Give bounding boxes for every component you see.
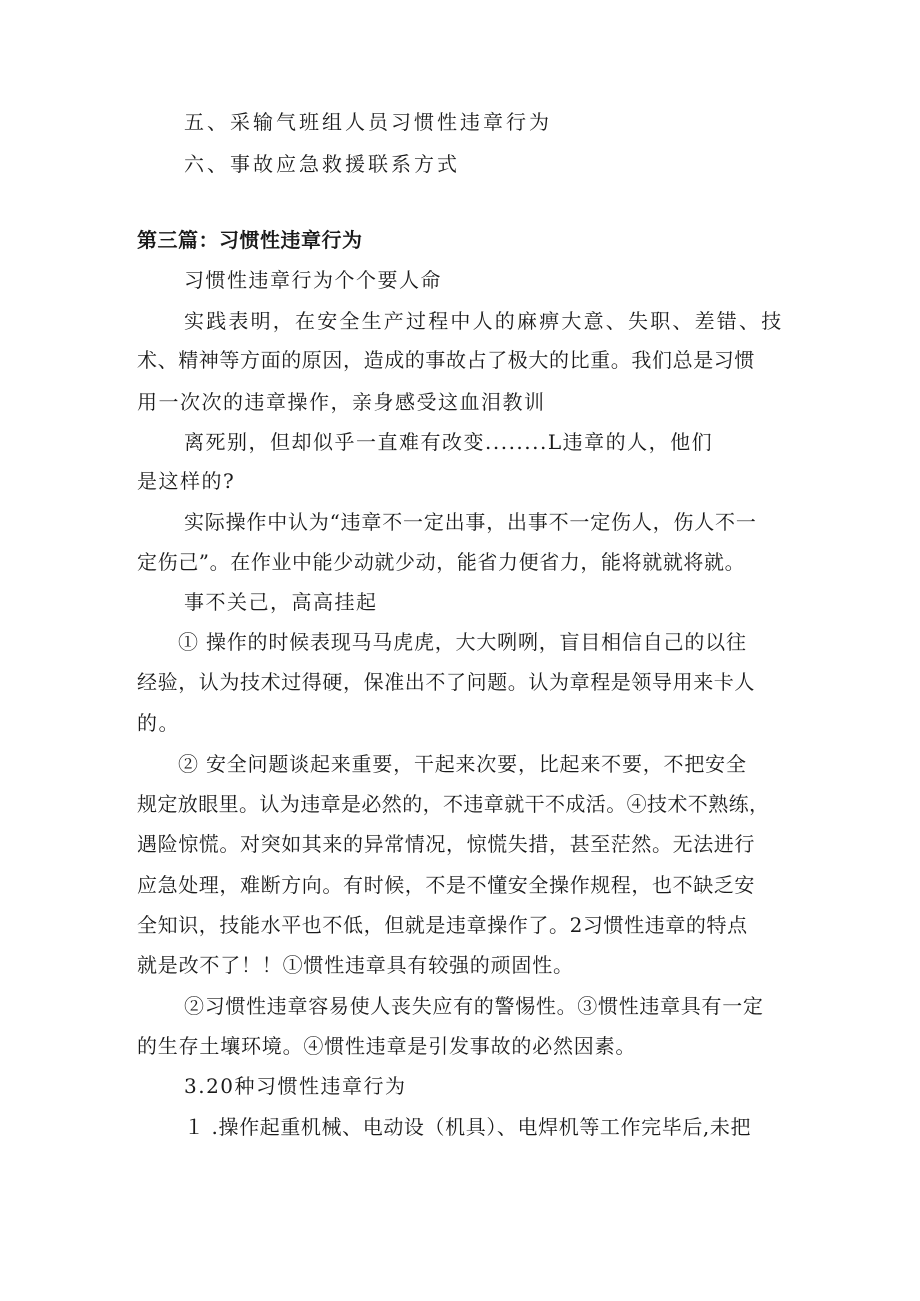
paragraph-line: 实际操作中认为“违章不一定出事，出事不一定伤人，伤人不一 [184,510,757,534]
list-item: 全知识，技能水平也不低，但就是违章操作了。2习惯性违章的特点 [137,913,748,937]
list-item: 规定放眼里。认为违章是必然的，不违章就干不成活。④技术不熟练， [137,792,770,816]
toc-item-6: 六、事故应急救援联系方式 [184,152,460,176]
paragraph-line: 是这样的? [137,469,236,493]
subsection-heading: 3.20种习惯性违章行为 [184,1074,407,1098]
paragraph-line: 定伤己”。在作业中能少动就少动，能省力便省力，能将就就将就。 [137,550,746,574]
list-item: 应急处理，难断方向。有时候，不是不懂安全操作规程，也不缺乏安 [137,873,755,897]
list-item: 的。 [137,711,180,735]
paragraph-line: 事不关己，高高挂起 [184,590,378,614]
subtitle: 习惯性违章行为个个要人命 [184,268,442,292]
paragraph-line: 实践表明，在安全生产过程中人的麻痹大意、失职、差错、技 [184,309,784,333]
paragraph-line: 离死别，但却似乎一直难有改变........L违章的人，他们 [184,430,714,454]
toc-item-5: 五、采输气班组人员习惯性违章行为 [184,110,552,134]
list-item: 就是改不了！！①惯性违章具有较强的顽固性。 [137,953,574,977]
section-title: 第三篇：习惯性违章行为 [137,228,363,252]
list-item: 遇险惊慌。对突如其来的异常情况，惊慌失措，甚至茫然。无法进行 [137,832,755,856]
paragraph-line: 术、精神等方面的原因，造成的事故占了极大的比重。我们总是习惯 [137,348,755,372]
list-item: １ .操作起重机械、电动设（机具）、电焊机等工作完毕后,未把 [184,1115,752,1139]
paragraph-line: 用一次次的违章操作，亲身感受这血泪教训 [137,390,546,414]
paragraph-line: 的生存土壤环境。④惯性违章是引发事故的必然因素。 [137,1034,637,1058]
list-item: 经验，认为技术过得硬，保准出不了问题。认为章程是领导用来卡人 [137,670,755,694]
list-item: ② 安全问题谈起来重要，干起来次要，比起来不要，不把安全 [178,752,747,776]
list-item: ① 操作的时候表现马马虎虎，大大咧咧，盲目相信自己的以往 [178,630,747,654]
paragraph-line: ②习惯性违章容易使人丧失应有的警惕性。③惯性违章具有一定 [184,994,764,1018]
